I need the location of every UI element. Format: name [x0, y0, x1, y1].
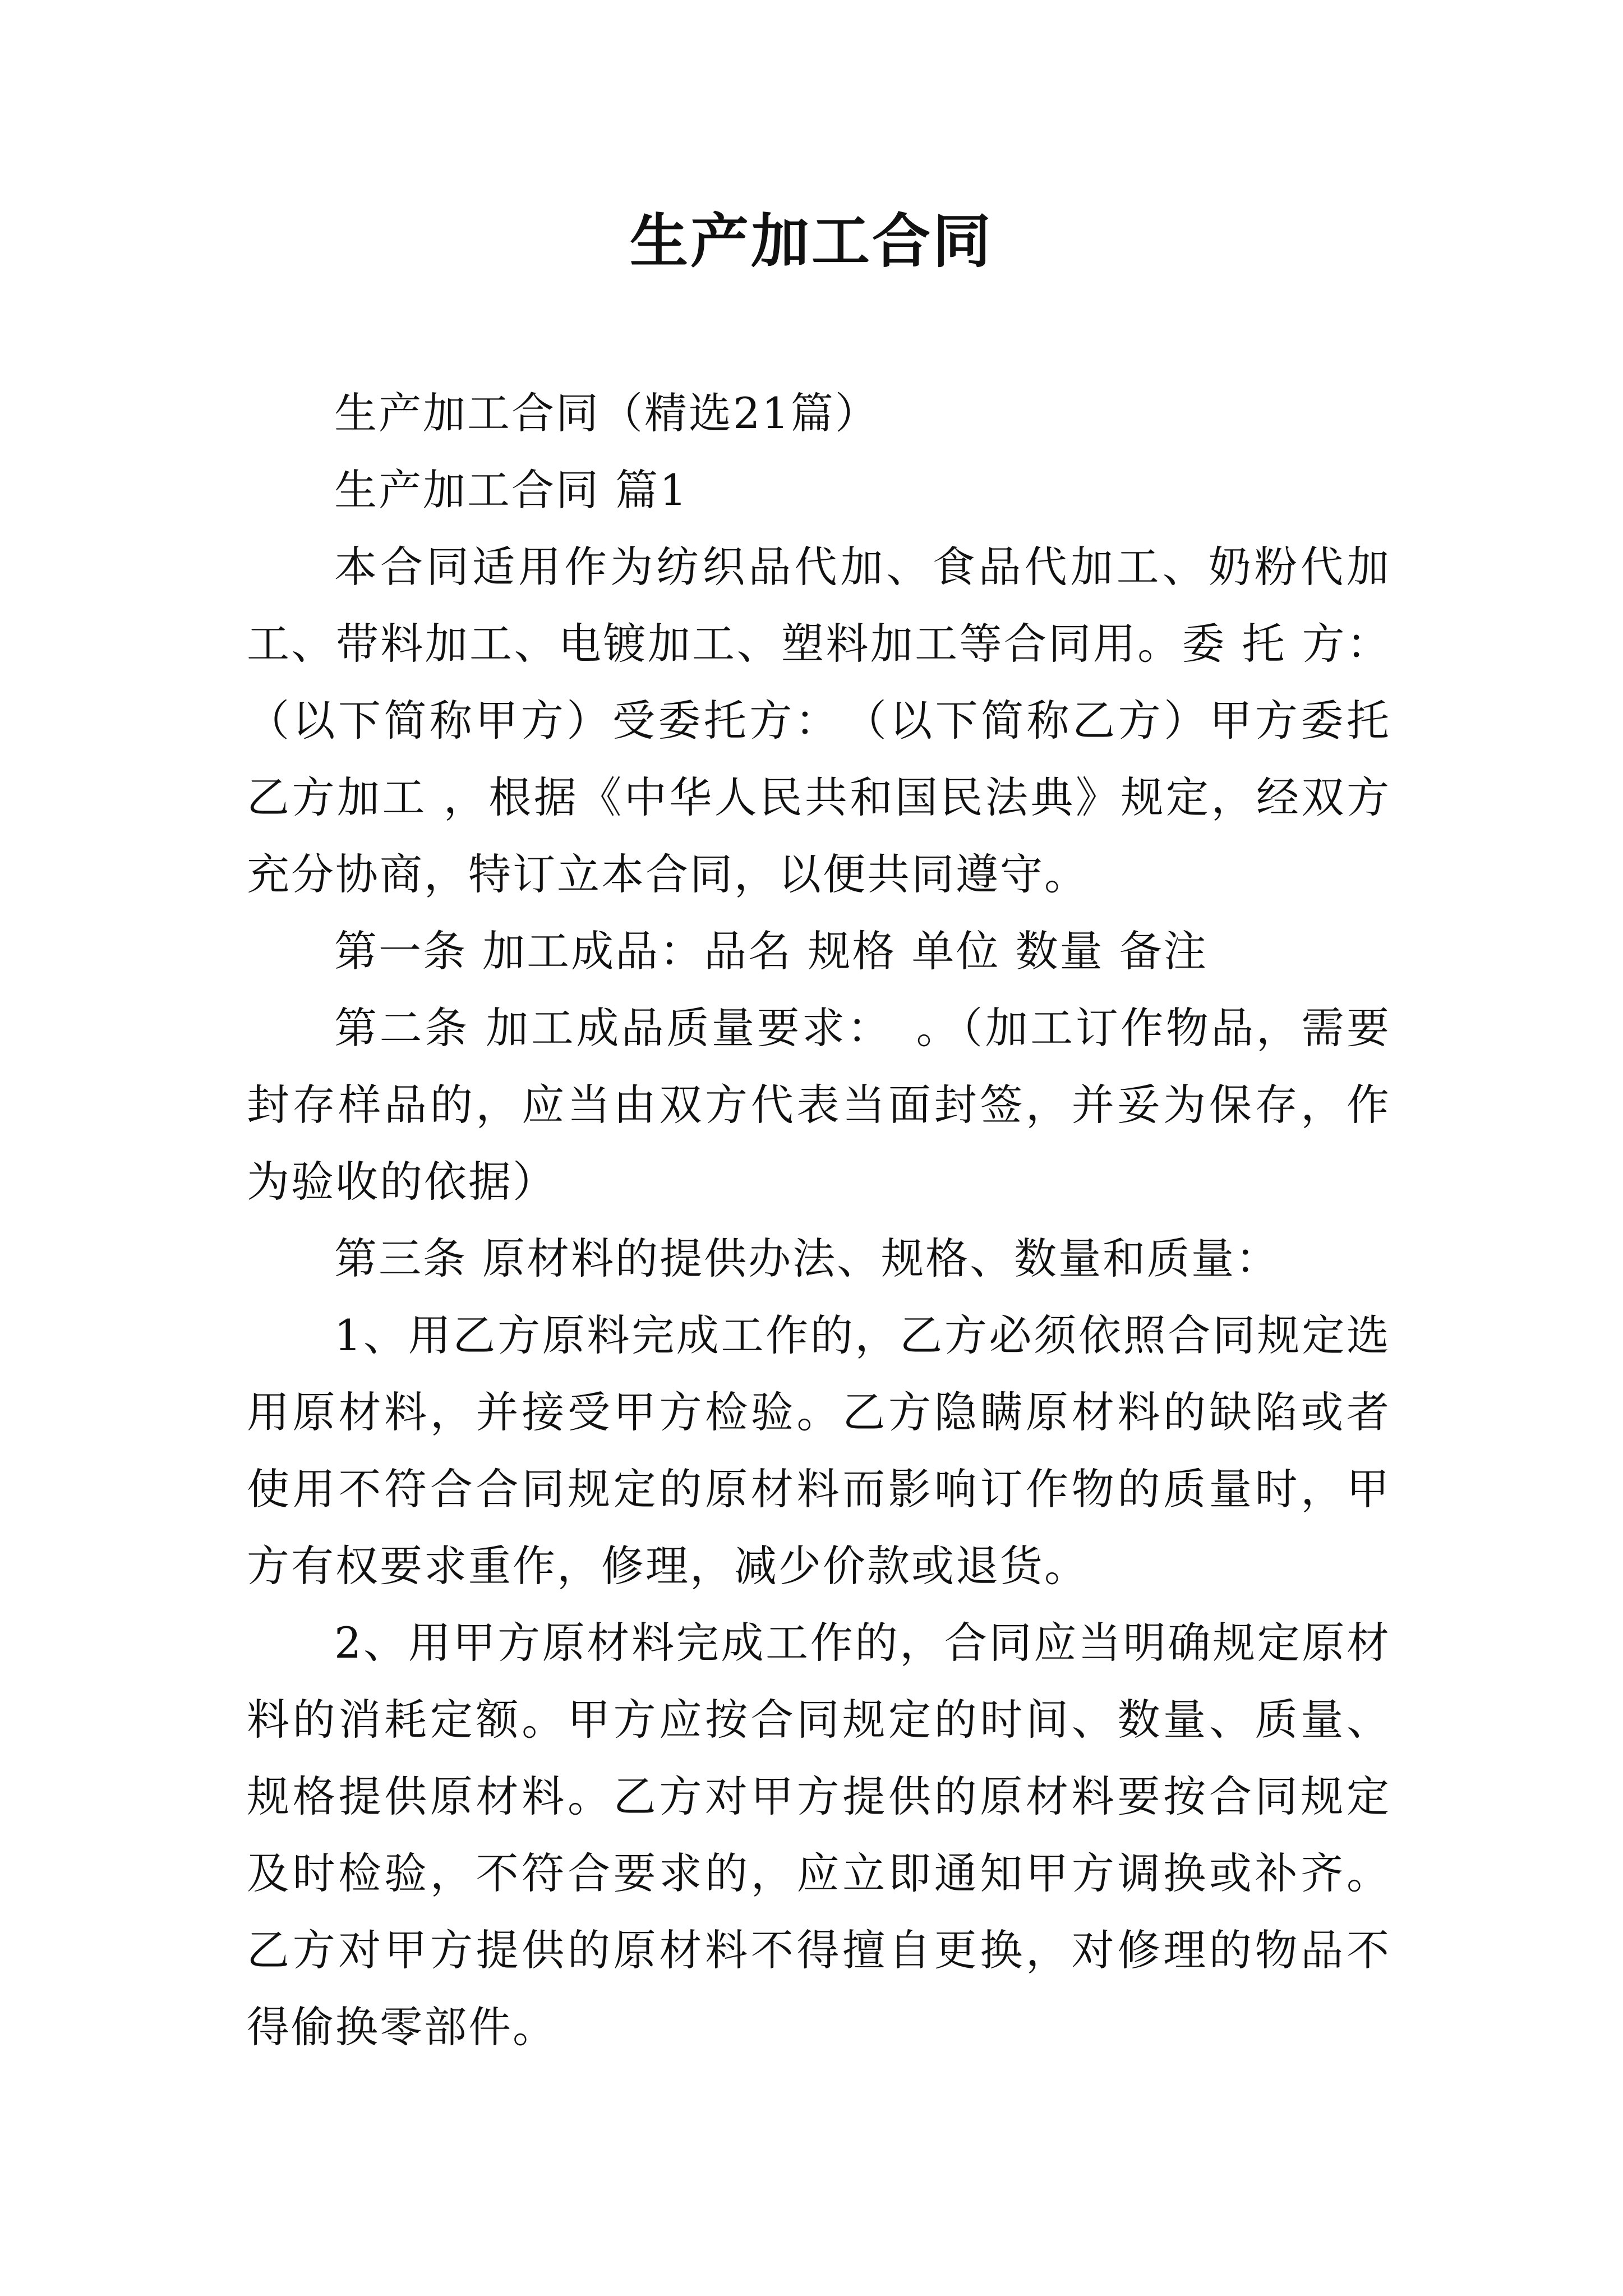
section-heading: 生产加工合同 篇1	[334, 465, 689, 515]
document-body	[247, 375, 1391, 2065]
document-title: 生产加工合同	[629, 206, 993, 275]
article-3-paragraph: 第三条 原材料的提供办法、规格、数量和质量：	[334, 1234, 1280, 1283]
clause-2-paragraph: 2、用甲方原材料完成工作的，合同应当明确规定原材料的消耗定额。甲方应按合同规定的时间、数量、质量、规格提供原材料。乙方对甲方提供的原材料要按合同规定及时检验，不符合要求的，应立即通知甲方调换或补齐。乙方对甲方提供的原材料不得擅自更换，对修理的物品不得偷换零部件。	[247, 1618, 1391, 2052]
article-1-paragraph: 第一条 加工成品：品名 规格 单位 数量 备注	[334, 926, 1208, 976]
article-2-paragraph: 第二条 加工成品质量要求： 。（加工订作物品，需要封存样品的，应当由双方代表当面封签，并妥为保存，作为验收的依据）	[247, 1003, 1391, 1207]
subtitle-paragraph: 生产加工合同（精选21篇）	[334, 388, 879, 438]
clause-1-paragraph: 1、用乙方原料完成工作的，乙方必须依照合同规定选用原材料，并接受甲方检验。乙方隐瞒原材料的缺陷或者使用不符合合同规定的原材料而影响订作物的质量时，甲方有权要求重作，修理，减少价款或退货。	[247, 1310, 1391, 1591]
intro-paragraph: 本合同适用作为纺织品代加、食品代加工、奶粉代加工、带料加工、电镀加工、塑料加工等合同用。委 托 方：（以下简称甲方）受委托方： （以下简称乙方）甲方委托乙方加工 ，根据《中华人民共和国民法典》规定，经双方充分协商，特订立本合同，以便共同遵守。	[247, 542, 1391, 899]
